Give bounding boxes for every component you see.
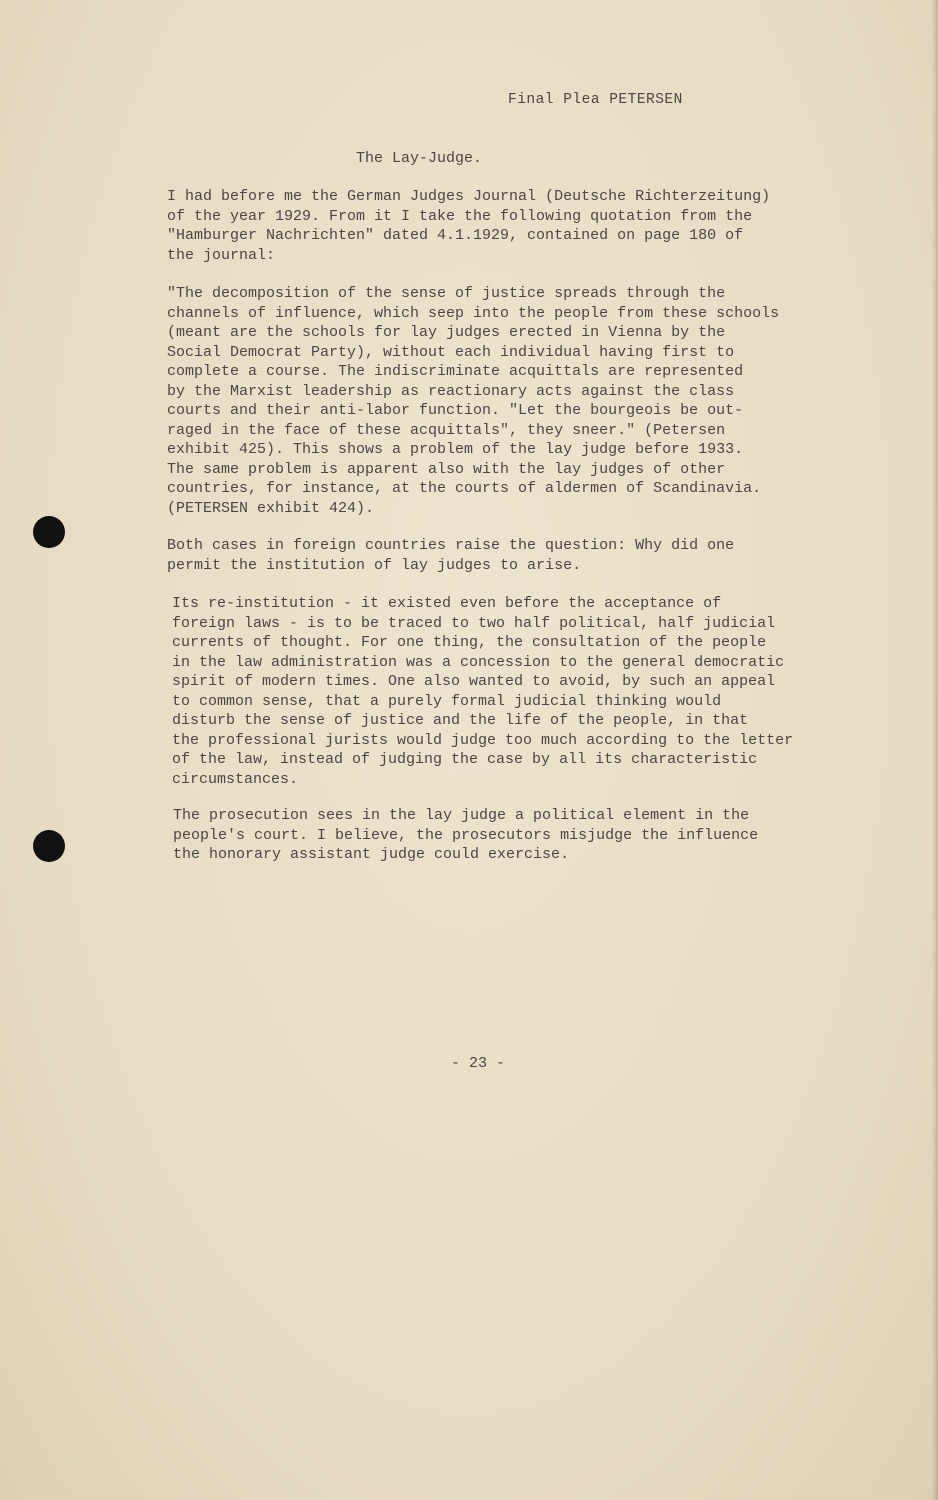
page-edge-shadow xyxy=(932,0,938,1500)
punch-hole-icon xyxy=(33,516,65,548)
paragraph: The prosecution sees in the lay judge a political element in the people's court. I believe, the prosecutors misjudge the influence the honorary assistant judge could exercise. xyxy=(173,807,759,863)
punch-hole-icon xyxy=(33,830,65,862)
paragraph: Its re-institution - it existed even before the acceptance of foreign laws - is to be traced to two half political, half judicial currents of thought. For one thing, the consultation of the people in the law administration was a concession to the general democratic spirit of modern times. One also wanted to avoid, by such an appeal to common sense, that a purely formal judicial thinking would disturb the sense of justice and the life of the people, in that the professional jurists would judge too much according to the letter of the law, instead of judging the case by all its characteristic circumstances. xyxy=(172,595,794,788)
page-number: - 23 - xyxy=(451,1055,506,1072)
section-title: The Lay-Judge. xyxy=(356,150,483,167)
paragraph: I had before me the German Judges Journal (Deutsche Richterzeitung) of the year 1929. From it I take the following quotation from the "Hamburger Nachrichten" dated 4.1.1929, contained on page 180 of the journal: xyxy=(167,188,771,264)
running-head: Final Plea PETERSEN xyxy=(508,92,683,108)
quotation-paragraph: "The decomposition of the sense of justice spreads through the channels of influence, which seep into the people from these schools (meant are the schools for lay judges erected in Vienna by the Social Democrat Party), without each individual having first to complete a course. The indiscriminate acquittals are represented by the Marxist leadership as reactionary acts against the class courts and their anti-labor function. "Let the bourgeois be out- raged in the face of these acquittals", they sneer." (Petersen exhibit 425). This shows a problem of the lay judge before 1933. The same problem is apparent also with the lay judges of other countries, for instance, at the courts of aldermen of Scandinavia. (PETERSEN exhibit 424). xyxy=(167,285,780,517)
paragraph: Both cases in foreign countries raise the question: Why did one permit the institution of lay judges to arise. xyxy=(167,537,735,574)
